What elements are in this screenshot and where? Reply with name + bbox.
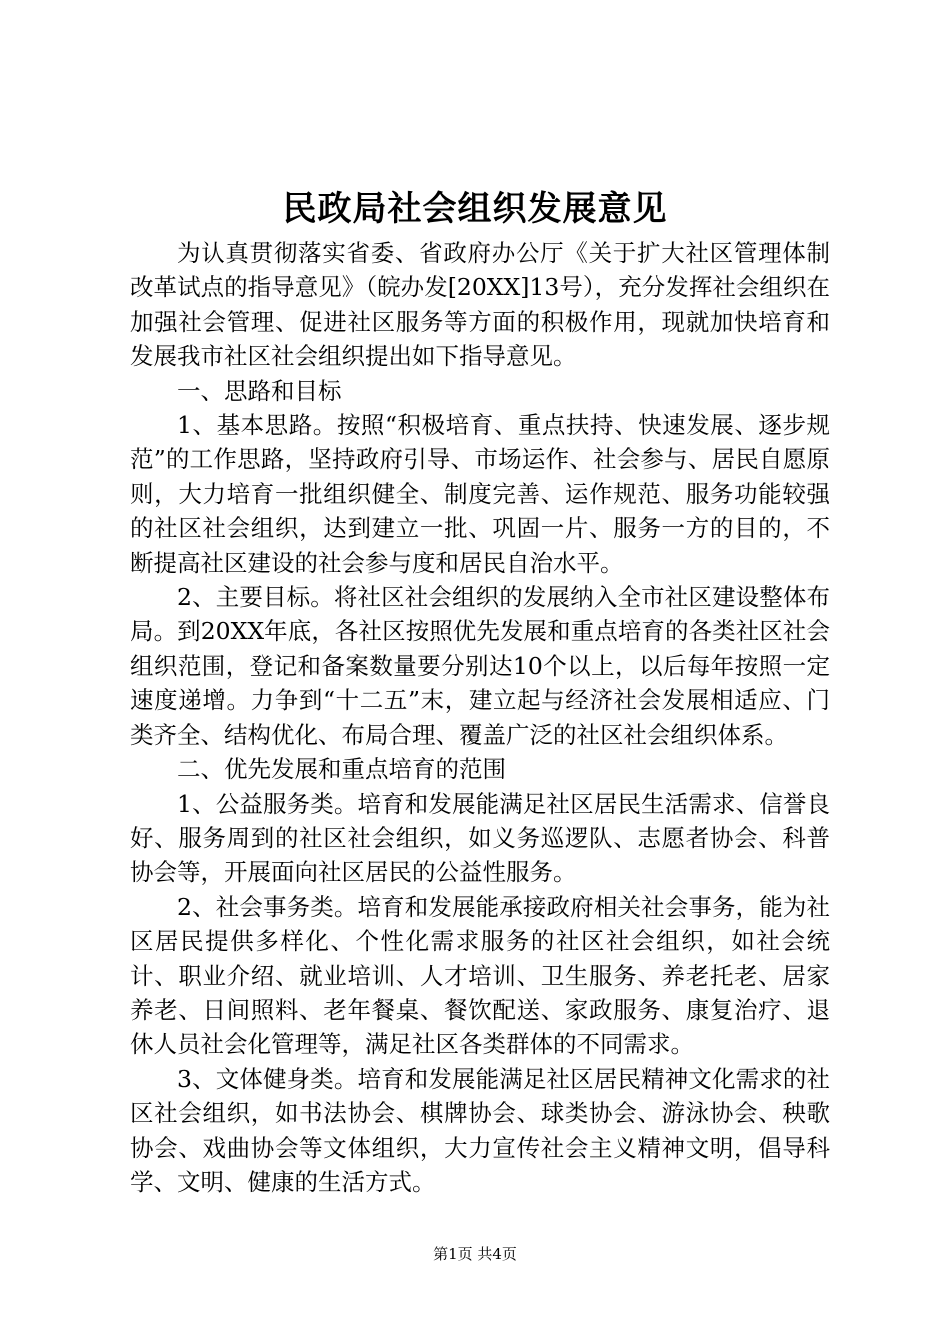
paragraph-social-affairs: 2、社会事务类。培育和发展能承接政府相关社会事务，能为社区居民提供多样化、个性化需求服务的社区社会组织，如社会统计、职业介绍、就业培训、人才培训、卫生服务、养老托老、居家养老、日间照料、老年餐桌、餐饮配送、家政服务、康复治疗、退休人员社会化管理等，满足社区各类群体的不同需求。 [130, 892, 830, 1059]
section-heading-2: 二、优先发展和重点培育的范围 [177, 755, 506, 784]
page-footer: 第1页 共4页 [433, 1245, 517, 1263]
document-title: 民政局社会组织发展意见 [282, 189, 668, 229]
paragraph-culture-sports: 3、文体健身类。培育和发展能满足社区居民精神文化需求的社区社会组织，如书法协会、棋牌协会、球类协会、游泳协会、秧歌协会、戏曲协会等文体组织，大力宣传社会主义精神文明，倡导科学、文明、健康的生活方式。 [130, 1064, 830, 1196]
section-heading-1: 一、思路和目标 [177, 376, 342, 405]
document-body [130, 236, 830, 1199]
paragraph-public-service: 1、公益服务类。培育和发展能满足社区居民生活需求、信誉良好、服务周到的社区社会组织，如义务巡逻队、志愿者协会、科普协会等，开展面向社区居民的公益性服务。 [130, 789, 830, 887]
intro-paragraph: 为认真贯彻落实省委、省政府办公厅《关于扩大社区管理体制改革试点的指导意见》（皖办发[20XX]13号），充分发挥社会组织在加强社会管理、促进社区服务等方面的积极作用，现就加快培育和发展我市社区社会组织提出如下指导意见。 [130, 239, 830, 371]
paragraph-main-goals: 2、主要目标。将社区社会组织的发展纳入全市社区建设整体布局。到20XX年底，各社区按照优先发展和重点培育的各类社区社会组织范围，登记和备案数量要分别达10个以上，以后每年按照一定速度递增。力争到“十二五”末，建立起与经济社会发展相适应、门类齐全、结构优化、布局合理、覆盖广泛的社区社会组织体系。 [130, 583, 830, 749]
paragraph-basic-approach: 1、基本思路。按照“积极培育、重点扶持、快速发展、逐步规范”的工作思路，坚持政府引导、市场运作、社会参与、居民自愿原则，大力培育一批组织健全、制度完善、运作规范、服务功能较强的社区社会组织，达到建立一批、巩固一片、服务一方的目的，不断提高社区建设的社会参与度和居民自治水平。 [130, 411, 830, 577]
